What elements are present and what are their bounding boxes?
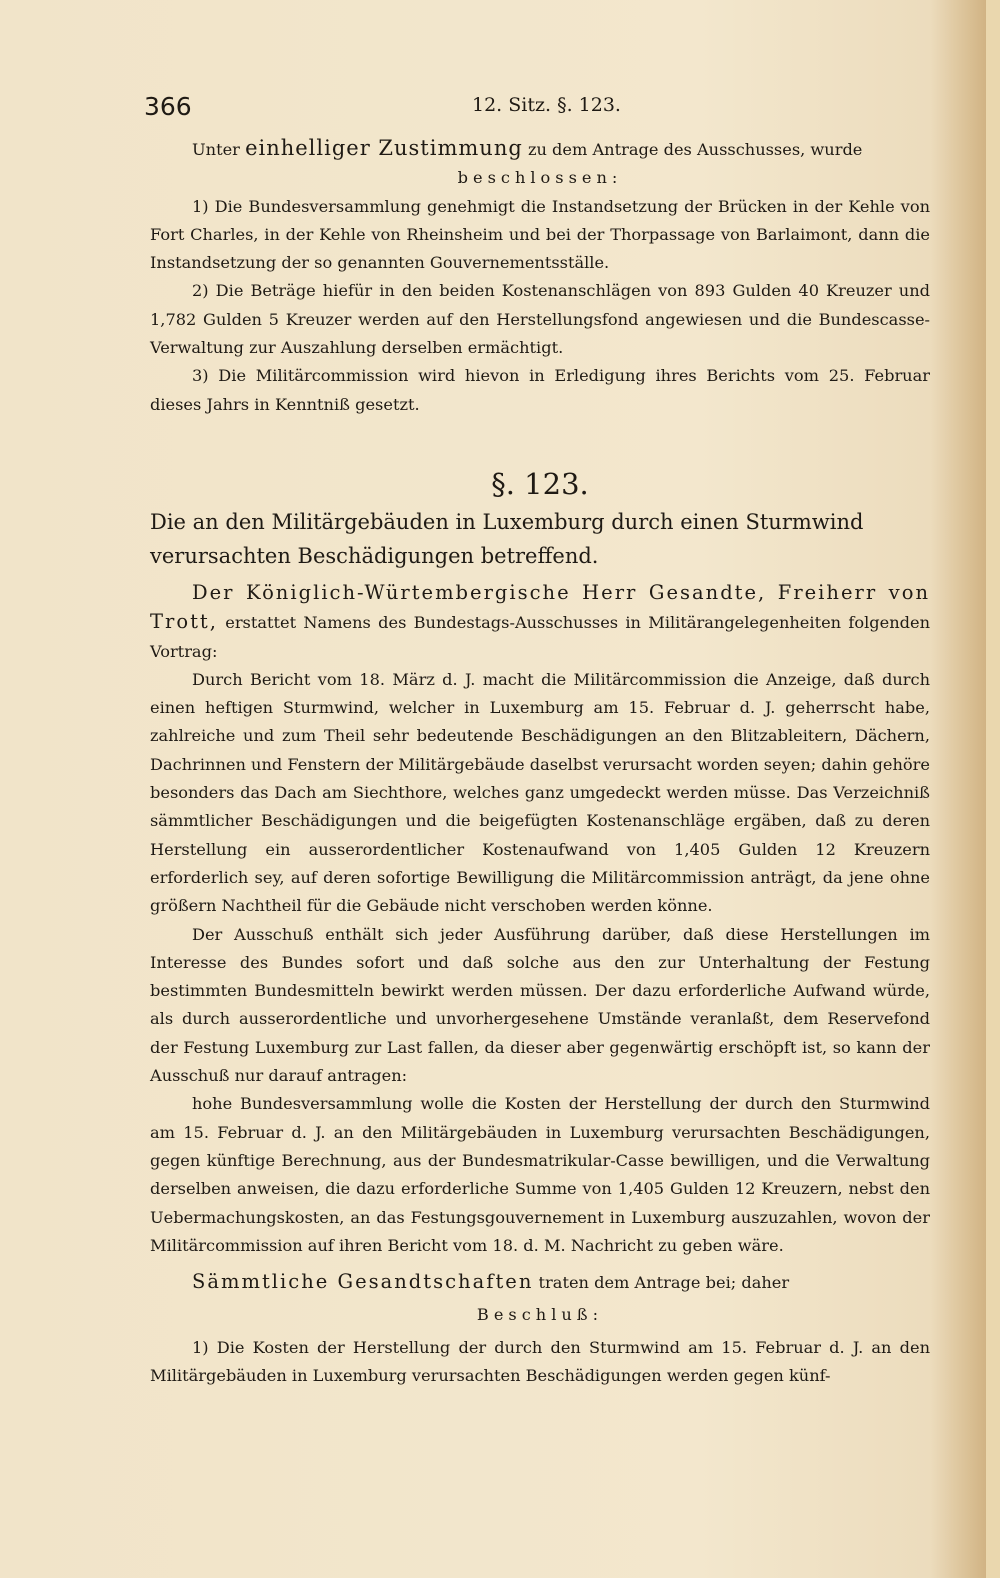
decision-word: Beschluß: — [476, 1305, 604, 1325]
resolution-intro-rest: zu dem Antrage des Ausschusses, wurde — [527, 140, 863, 159]
agreement-line — [150, 1268, 930, 1297]
report-paragraph-1: Durch Bericht vom 18. März d. J. macht die Militärcommission die Anzeige, daß durch einen heftigen Sturmwind, welcher in Luxemburg am 15. Februar d. J. geherrscht habe, zahlreiche und zum Theil sehr bedeutende Beschädigungen an den Blitzableitern, Dächern, Dachrinnen und Fenstern der Militärgebäude daselbst verursacht worden seyen; dahin gehöre besonders das Dach am Siechthore, welches ganz umgedeckt werden müsse. Das Verzeichniß sämmtlicher Beschädigungen und die beigefügten Kostenanschläge ergäben, daß zu deren Herstellung ein ausserordentlicher Kostenaufwand von 1,405 Gulden 12 Kreuzern erforderlich sey, auf deren sofortige Bewilligung die Militärcommission anträgt, da jene ohne größern Nachtheil für die Gebäude nicht verschoben werden könne. — [150, 669, 930, 916]
envoy-rest: erstattet Namens des Bundestags-Ausschusses in Militärangelegenheiten folgenden Vortrag: — [150, 613, 930, 661]
page-number: 366 — [144, 92, 192, 121]
decision-text: 1) Die Kosten der Herstellung der durch den Sturmwind am 15. Februar d. J. an den Militärgebäuden in Luxemburg verursachten Beschädigungen werden gegen künf- — [150, 1337, 930, 1385]
resolution-intro-lead: Unter — [192, 140, 240, 159]
envoy-name: Der Königlich-Würtembergische Herr Gesandte, Freiherr von Trott, — [150, 580, 930, 634]
agreement-rest: traten dem Antrage bei; daher — [538, 1273, 790, 1293]
page-header — [144, 88, 930, 128]
section-title: Die an den Militärgebäuden in Luxemburg durch einen Sturmwind verursachten Beschädigungen betreffend. — [150, 509, 864, 568]
agreement-emphasis: Sämmtliche Gesandtschaften — [192, 1270, 534, 1294]
resolution-item-1: 1) Die Bundesversammlung genehmigt die Instandsetzung der Brücken in der Kehle von Fort Charles, in der Kehle von Rheinsheim und bei der Thorpassage von Barlaimont, dann die Instandsetzung der so genannten Gouvernementsställe. — [150, 196, 930, 273]
resolution-item-2: 2) Die Beträge hiefür in den beiden Kostenanschlägen von 893 Gulden 40 Kreuzer und 1,782 Gulden 5 Kreuzer werden auf den Herstellungsfond angewiesen und die Bundescasse-Verwaltung zur Auszahlung derselben ermächtigt. — [150, 281, 930, 358]
page-content — [144, 88, 930, 1390]
resolution-intro-emphasis: einhelliger Zustimmung — [245, 136, 523, 160]
page-edge — [986, 0, 1000, 1578]
report-paragraph-2: Der Ausschuß enthält sich jeder Ausführung darüber, daß diese Herstellungen im Interesse des Bundes sofort und daß solche aus den zur Unterhaltung der Festung bestimmten Bundesmitteln bewirkt werden müssen. Der dazu erforderliche Aufwand würde, als durch ausserordentliche und unvorhergesehene Umstände veranlaßt, dem Reservefond der Festung Luxemburg zur Last fallen, da dieser aber gegenwärtig erschöpft ist, so kann der Ausschuß nur darauf antragen: — [150, 924, 930, 1086]
resolution-word: beschlossen: — [457, 168, 623, 188]
section-number: §. 123. — [491, 466, 589, 501]
report-paragraph-3: hohe Bundesversammlung wolle die Kosten der Herstellung der durch den Sturmwind am 15. Februar d. J. an den Militärgebäuden in Luxemburg verursachten Beschädigungen, gegen künftige Berechnung, aus der Bundesmatrikular-Casse bewilligen, und die Verwaltung derselben anweisen, die dazu erforderliche Summe von 1,405 Gulden 12 Kreuzern, nebst den Uebermachungskosten, an das Festungsgouvernement in Luxemburg auszuzahlen, wovon der Militärcommission auf ihren Bericht vom 18. d. M. Nachricht zu geben wäre. — [150, 1094, 930, 1255]
envoy-paragraph — [150, 579, 930, 666]
resolution-intro — [150, 134, 930, 164]
running-title: 12. Sitz. §. 123. — [472, 94, 621, 116]
resolution-item-3: 3) Die Militärcommission wird hievon in Erledigung ihres Berichts vom 25. Februar dieses Jahrs in Kenntniß gesetzt. — [150, 366, 930, 414]
